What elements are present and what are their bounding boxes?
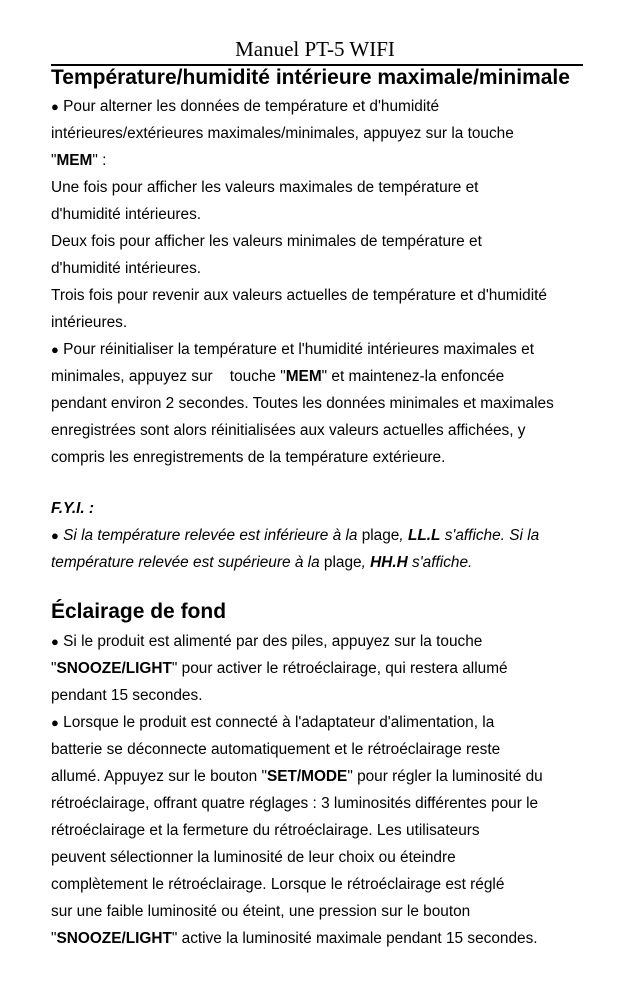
paragraph-line <box>51 367 504 387</box>
paragraph-line: pendant environ 2 secondes. Toutes les données minimales et maximales <box>51 395 554 412</box>
paragraph-line <box>51 767 543 787</box>
text: plage <box>323 554 362 571</box>
text: " active la luminosité maximale pendant 15 secondes. <box>171 930 538 947</box>
text: minimales, appuyez sur touche " <box>51 368 286 385</box>
paragraph-line: enregistrées sont alors réinitialisées aux valeurs actuelles affichées, y <box>51 422 526 439</box>
text: " pour régler la luminosité du <box>347 768 543 785</box>
paragraph-line: Deux fois pour afficher les valeurs minimales de température et <box>51 233 482 250</box>
bullet: ● <box>51 99 59 114</box>
paragraph-line: batterie se déconnecte automatiquement et le rétroéclairage reste <box>51 741 501 758</box>
paragraph-line: d'humidité intérieures. <box>51 206 202 223</box>
bullet: ● <box>51 342 59 357</box>
bullet: ● <box>51 715 59 730</box>
mem-key: MEM <box>285 368 322 385</box>
text: Si le produit est alimenté par des piles, appuyez sur la touche <box>63 633 483 650</box>
bullet: ● <box>51 634 59 649</box>
text: Lorsque le produit est connecté à l'adaptateur d'alimentation, la <box>63 714 495 731</box>
text: s'affiche. Si la <box>440 527 540 544</box>
paragraph-line: sur une faible luminosité ou éteint, une pression sur le bouton <box>51 903 471 920</box>
paragraph-line: Une fois pour afficher les valeurs maximales de température et <box>51 179 479 196</box>
text: , <box>361 554 366 571</box>
text: " et maintenez-la enfoncée <box>321 368 505 385</box>
paragraph-line: complètement le rétroéclairage. Lorsque le rétroéclairage est réglé <box>51 876 505 893</box>
section-title-temperature-humidity: Température/humidité intérieure maximale/minimale <box>51 66 570 89</box>
paragraph-line <box>51 97 439 117</box>
snooze-light-key: SNOOZE/LIGHT <box>56 660 172 677</box>
page-header: Manuel PT-5 WIFI <box>235 37 395 61</box>
text: Pour alterner les données de température et d'humidité <box>63 98 440 115</box>
text: , <box>399 527 404 544</box>
ll-indicator: LL.L <box>407 527 441 544</box>
text: plage <box>361 527 400 544</box>
bullet: ● <box>51 528 59 543</box>
text: " : <box>92 152 107 169</box>
text: Pour réinitialiser la température et l'humidité intérieures maximales et <box>63 341 534 358</box>
mem-key: MEM <box>56 152 93 169</box>
paragraph-line: intérieures. <box>51 314 128 331</box>
text: " <box>51 930 57 947</box>
text: allumé. Appuyez sur le bouton " <box>51 768 267 785</box>
paragraph-line <box>51 929 538 949</box>
text: s'affiche. <box>407 554 473 571</box>
paragraph-line: d'humidité intérieures. <box>51 260 202 277</box>
snooze-light-key: SNOOZE/LIGHT <box>56 930 172 947</box>
paragraph-line: intérieures/extérieures maximales/minimales, appuyez sur la touche <box>51 125 514 142</box>
paragraph-line: rétroéclairage et la fermeture du rétroéclairage. Les utilisateurs <box>51 822 480 839</box>
paragraph-line <box>51 553 472 573</box>
paragraph-line: rétroéclairage, offrant quatre réglages : 3 luminosités différentes pour le <box>51 795 539 812</box>
text: " <box>51 660 57 677</box>
text: température relevée est supérieure à la <box>51 554 324 571</box>
section-title-backlight: Éclairage de fond <box>51 600 227 623</box>
paragraph-line: compris les enregistrements de la température extérieure. <box>51 449 446 466</box>
set-mode-key: SET/MODE <box>266 768 348 785</box>
paragraph-line <box>51 151 106 171</box>
paragraph-line <box>51 713 494 733</box>
text: " pour activer le rétroéclairage, qui restera allumé <box>171 660 508 677</box>
paragraph-line <box>51 340 534 360</box>
paragraph-line <box>51 526 539 546</box>
paragraph-line <box>51 659 508 679</box>
paragraph-line: Trois fois pour revenir aux valeurs actuelles de température et d'humidité <box>51 287 547 304</box>
paragraph-line: peuvent sélectionner la luminosité de leur choix ou éteindre <box>51 849 456 866</box>
fyi-label: F.Y.I. : <box>51 500 95 517</box>
paragraph-line: pendant 15 secondes. <box>51 687 203 704</box>
paragraph-line <box>51 632 482 652</box>
hh-indicator: HH.H <box>370 554 408 571</box>
text: Si la température relevée est inférieure à la <box>63 527 362 544</box>
text: " <box>51 152 57 169</box>
